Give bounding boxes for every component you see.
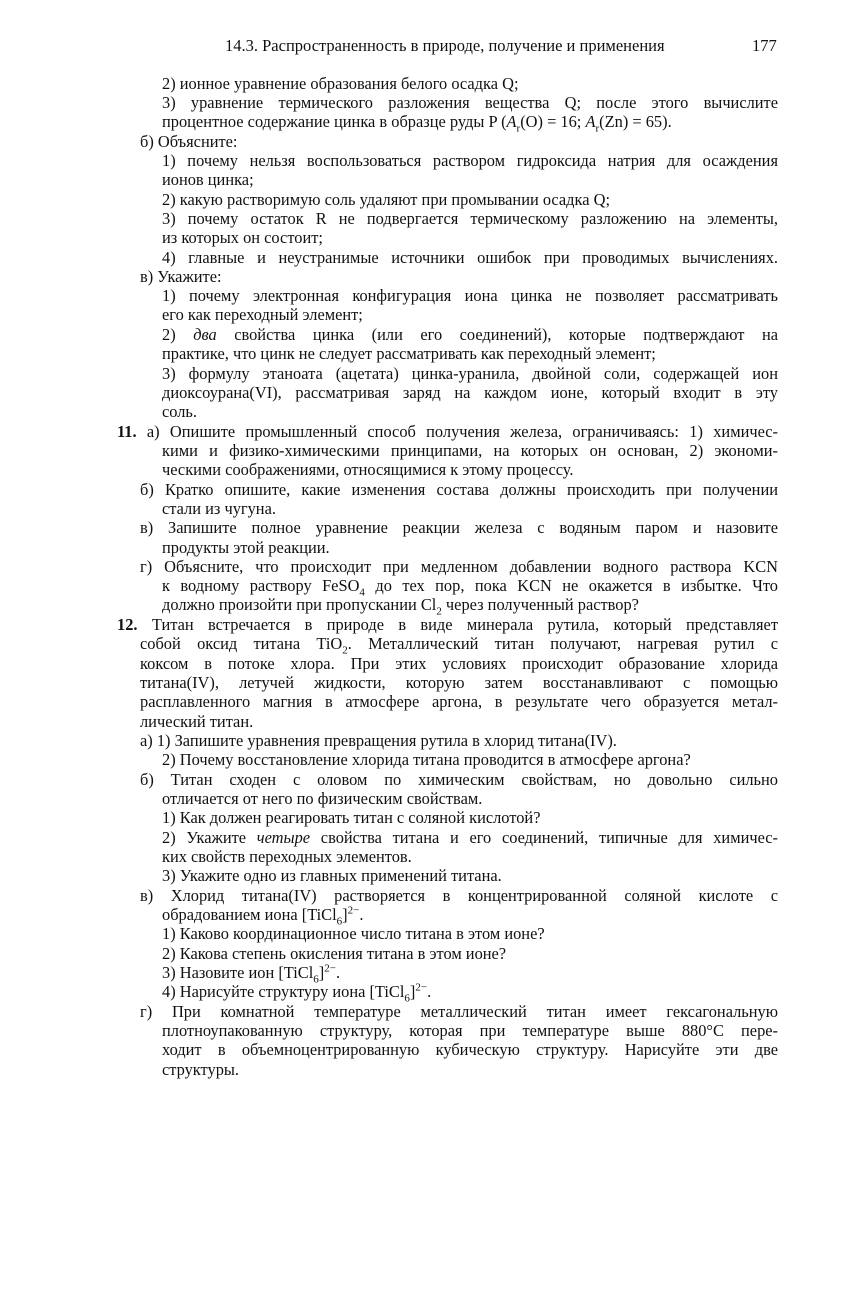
- text-line: из которых он состоит;: [162, 228, 323, 247]
- text-line: 2) два свойства цинка (или его соединений), которые подтверждают на: [162, 325, 778, 344]
- text-line: собой оксид титана TiO$_2$. Металлический титан получают, нагревая рутил с: [140, 634, 778, 657]
- text-line: 3) формулу этаноата (ацетата) цинка-уранила, двойной соли, содержащей ион: [162, 364, 778, 383]
- running-header: 14.3. Распространенность в природе, получение и применения: [225, 36, 665, 55]
- text-line: процентное содержание цинка в образце руды P ($A_r(O) = 16$; $A_r(Zn) = 65$).: [162, 112, 672, 135]
- text-line: 1) почему электронная конфигурация иона цинка не позволяет рассматривать: [162, 286, 778, 305]
- page-number: 177: [752, 36, 777, 55]
- text-line: диоксоурана(VI), рассматривая заряд на каждом ионе, который входит в эту: [162, 383, 778, 402]
- text-line: 2) Почему восстановление хлорида титана проводится в атмосфере аргона?: [162, 750, 691, 769]
- text-line: 2) какую растворимую соль удаляют при промывании осадка Q;: [162, 190, 611, 209]
- text-line: отличается от него по физическим свойствам.: [162, 789, 483, 808]
- text-line: 3) уравнение термического разложения вещества Q; после этого вычислите: [162, 93, 778, 112]
- text-line: 2) ионное уравнение образования белого осадка Q;: [162, 74, 519, 93]
- text-line: обрадованием иона [TiCl$_6$]$^{2-}$.: [162, 904, 364, 928]
- text-line: 12. Титан встречается в природе в виде минерала рутила, который представляет: [117, 615, 778, 634]
- text-line: б) Кратко опишите, какие изменения состава должны происходить при получении: [140, 480, 778, 499]
- text-line: 3) Укажите одно из главных применений титана.: [162, 866, 502, 885]
- text-line: структуры.: [162, 1060, 240, 1079]
- text-line: 4) главные и неустранимые источники ошибок при проводимых вычислениях.: [162, 248, 778, 267]
- text-line: в) Укажите:: [140, 267, 222, 286]
- text-line: 3) Назовите ион [TiCl$_6$]$^{2-}$.: [162, 962, 341, 986]
- text-line: г) При комнатной температуре металлический титан имеет гексагональную: [140, 1002, 778, 1021]
- text-line: б) Объясните:: [140, 132, 238, 151]
- text-line: 4) Нарисуйте структуру иона [TiCl$_6$]$^{2-}$.: [162, 981, 432, 1005]
- text-line: плотноупакованную структуру, которая при температуре выше 880°C пере-: [162, 1021, 778, 1040]
- text-line: коксом в потоке хлора. При этих условиях происходит образование хлорида: [140, 654, 778, 673]
- text-line: практике, что цинк не следует рассматривать как переходный элемент;: [162, 344, 656, 363]
- text-line: в) Хлорид титана(IV) растворяется в концентрированной соляной кислоте с: [140, 886, 778, 905]
- text-line: ходит в объемноцентрированную кубическую структуру. Нарисуйте эти две: [162, 1040, 778, 1059]
- text-line: должно произойти при пропускании $Cl_2$ через полученный раствор?: [162, 595, 639, 618]
- text-line: 1) Каково координационное число титана в этом ионе?: [162, 924, 545, 943]
- text-line: 1) почему нельзя воспользоваться раствором гидроксида натрия для осаждения: [162, 151, 778, 170]
- text-line: 3) почему остаток R не подвергается термическому разложению на элементы,: [162, 209, 778, 228]
- text-line: а) 1) Запишите уравнения превращения рутила в хлорид титана(IV).: [140, 731, 617, 750]
- text-line: 2) Укажите четыре свойства титана и его соединений, типичные для химичес-: [162, 828, 778, 847]
- text-line: 2) Какова степень окисления титана в этом ионе?: [162, 944, 507, 963]
- text-line: ческими соображениями, относящимися к этому процессу.: [162, 460, 574, 479]
- text-line: лический титан.: [140, 712, 254, 731]
- text-line: к водному раствору FeSO$_4$ до тех пор, пока KCN не окажется в избытке. Что: [162, 576, 779, 599]
- text-line: г) Объясните, что происходит при медленном добавлении водного раствора KCN: [140, 557, 778, 576]
- text-line: ких свойств переходных элементов.: [162, 847, 412, 866]
- text-line: титана(IV), летучей жидкости, которую затем восстанавливают с помощью: [140, 673, 778, 692]
- text-line: продукты этой реакции.: [162, 538, 330, 557]
- text-line: в) Запишите полное уравнение реакции железа с водяным паром и назовите: [140, 518, 778, 537]
- text-line: б) Титан сходен с оловом по химическим свойствам, но довольно сильно: [140, 770, 778, 789]
- text-line: расплавленного магния в атмосфере аргона, в результате чего образуется метал-: [140, 692, 778, 711]
- text-line: ионов цинка;: [162, 170, 254, 189]
- text-line: стали из чугуна.: [162, 499, 276, 518]
- text-line: его как переходный элемент;: [162, 305, 363, 324]
- text-line: 11. а) Опишите промышленный способ получения железа, ограничиваясь: 1) химичес-: [117, 422, 778, 441]
- text-line: 1) Как должен реагировать титан с соляной кислотой?: [162, 808, 541, 827]
- text-line: соль.: [162, 402, 198, 421]
- text-line: кими и физико-химическими принципами, на которых он основан, 2) экономи-: [162, 441, 778, 460]
